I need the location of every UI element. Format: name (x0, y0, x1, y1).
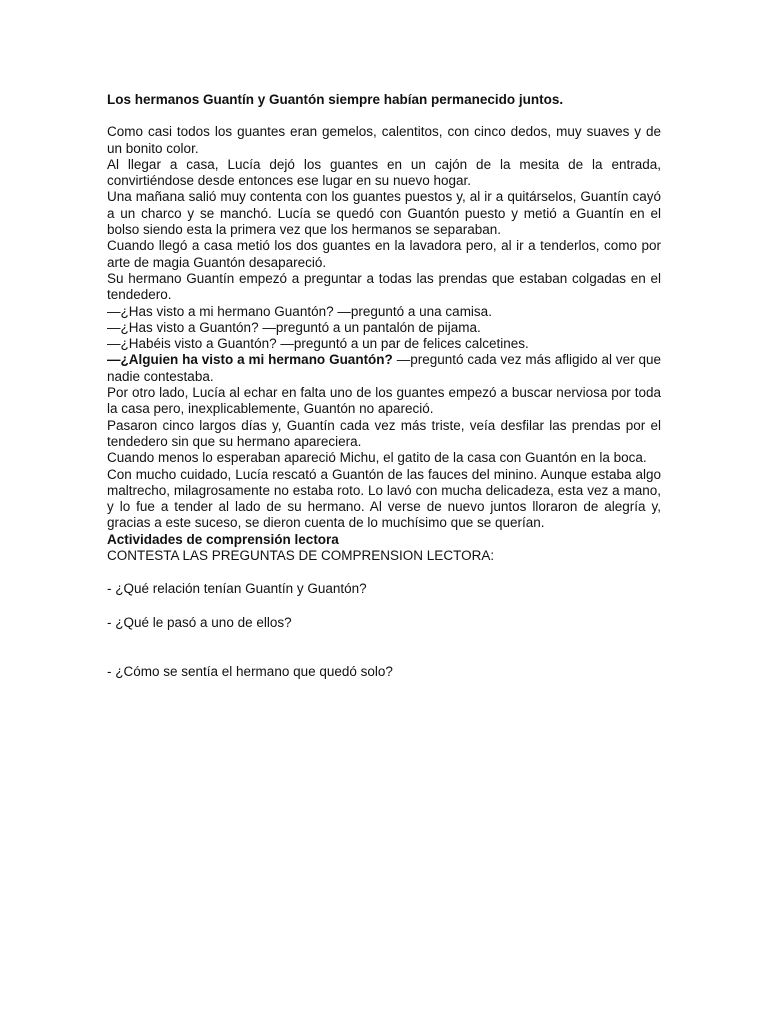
dialogue-line-bold (107, 352, 661, 385)
story-paragraph: Como casi todos los guantes eran gemelos, calentitos, con cinco dedos, muy suaves y de un bonito color. (107, 124, 661, 156)
document-page (107, 92, 661, 680)
story-title: Los hermanos Guantín y Guantón siempre habían permanecido juntos. (107, 92, 564, 107)
story-paragraph: Su hermano Guantín empezó a preguntar a todas las prendas que estaban colgadas en el tendedero. (107, 270, 661, 303)
question-1: - ¿Qué relación tenían Guantín y Guantón? (107, 581, 367, 597)
dialogue-line: —¿Has visto a Guantón? —preguntó a un pantalón de pijama. (107, 319, 481, 335)
bold-question: —¿Alguien ha visto a mi hermano Guantón? (107, 352, 393, 368)
question-3: - ¿Cómo se sentía el hermano que quedó solo? (107, 663, 393, 679)
instruction-text: CONTESTA LAS PREGUNTAS DE COMPRENSION LECTORA: (107, 548, 495, 564)
story-paragraph: Pasaron cinco largos días y, Guantín cada vez más triste, veía desfilar las prendas por el tendedero sin que su hermano apareciera. (107, 417, 661, 449)
question-2: - ¿Qué le pasó a uno de ellos? (107, 614, 292, 630)
dialogue-line: —¿Habéis visto a Guantón? —preguntó a un par de felices calcetines. (107, 336, 529, 352)
dialogue-continuation: —preguntó cada vez más afligido al ver que nadie contestaba. (107, 352, 662, 384)
story-paragraph: Cuando menos lo esperaban apareció Michu, el gatito de la casa con Guantón en la boca. (107, 450, 647, 466)
activities-heading: Actividades de comprensión lectora (107, 531, 339, 547)
story-paragraph: Por otro lado, Lucía al echar en falta uno de los guantes empezó a buscar nerviosa por toda la casa pero, inexplicablemente, Guantón no apareció. (107, 385, 661, 417)
story-paragraph: Cuando llegó a casa metió los dos guantes en la lavadora pero, al ir a tenderlos, como por arte de magia Guantón desapareció. (107, 238, 661, 270)
story-paragraph: Con mucho cuidado, Lucía rescató a Guantón de las fauces del minino. Aunque estaba algo maltrecho, milagrosamente no estaba roto. Lo lavó con mucha delicadeza, esta vez a mano, y lo fue a tender al lado de su hermano. Al verse de nuevo juntos lloraron de alegría y, gracias a este suceso, se dieron cuenta de lo muchísimo que se querían. (107, 466, 661, 531)
story-paragraph: Una mañana salió muy contenta con los guantes puestos y, al ir a quitárselos, Guantín cayó a un charco y se manchó. Lucía se quedó con Guantón puesto y metió a Guantín en el bolso siendo esta la primera vez que los hermanos se separaban. (107, 189, 661, 238)
story-paragraph: Al llegar a casa, Lucía dejó los guantes en un cajón de la mesita de la entrada, convirtiéndose desde entonces ese lugar en su nuevo hogar. (107, 156, 661, 189)
dialogue-line: —¿Has visto a mi hermano Guantón? —preguntó a una camisa. (107, 303, 492, 319)
